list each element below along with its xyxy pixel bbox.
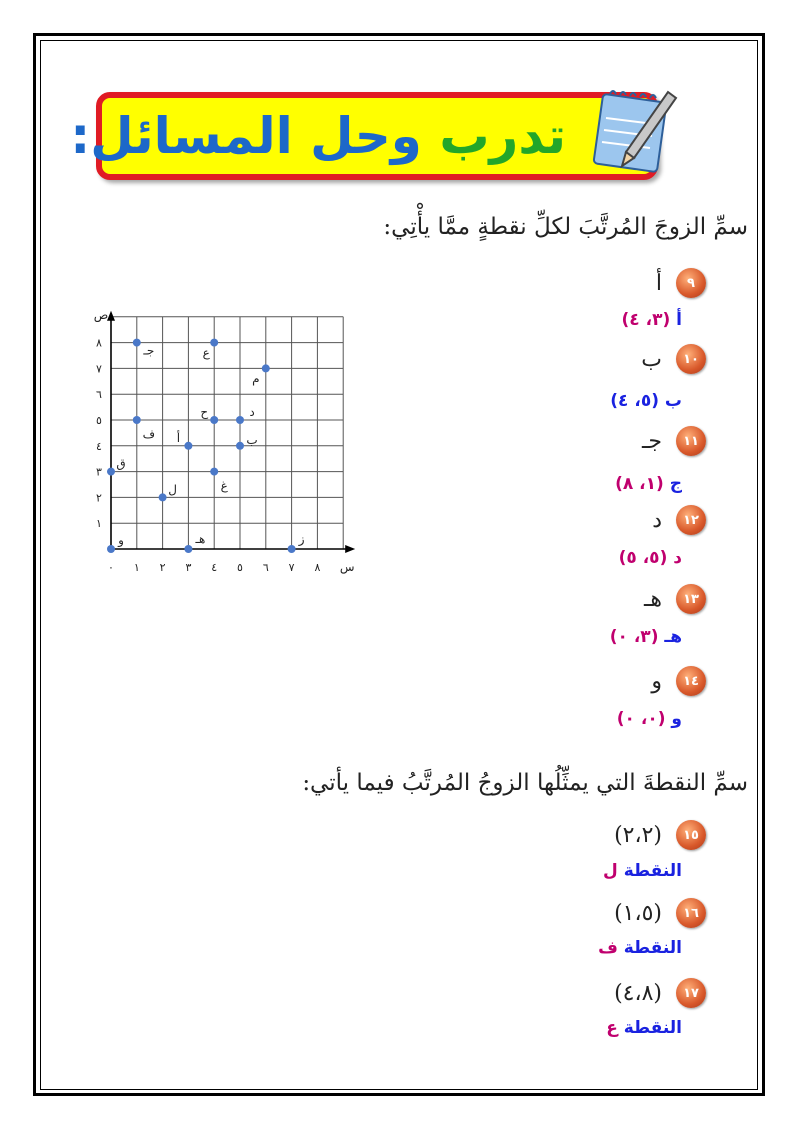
answer-13 — [610, 627, 682, 647]
answer-prefix: النقطة — [623, 1018, 682, 1038]
answer-17 — [606, 1018, 682, 1038]
question-label: هـ — [643, 586, 662, 612]
question-label: د — [652, 507, 662, 533]
answer-letter: أ — [676, 310, 682, 330]
question-14 — [651, 664, 706, 698]
point-label: ف — [142, 427, 156, 441]
x-tick-label: ٨ — [314, 561, 321, 574]
point-6-7 — [262, 364, 270, 372]
x-tick-label: ٣ — [185, 561, 192, 574]
point-7-0 — [288, 545, 296, 553]
point-label: د — [249, 405, 255, 419]
point-label: ل — [168, 482, 177, 497]
question-label: ب — [641, 346, 662, 372]
x-axis-label: س — [339, 560, 355, 574]
answer-15 — [603, 861, 682, 881]
question-number-badge: ١١ — [676, 426, 706, 456]
question-10 — [641, 342, 706, 376]
answer-letter: ل — [603, 861, 618, 881]
answer-16 — [598, 938, 682, 958]
question-13 — [644, 582, 706, 616]
point-5-5 — [236, 416, 244, 424]
x-tick-label: ٤ — [211, 561, 218, 574]
point-4-5 — [210, 416, 218, 424]
answer-10 — [610, 391, 682, 411]
point-label: ب — [246, 432, 258, 447]
answer-letter: ج — [669, 474, 682, 494]
y-tick-label: ١ — [96, 517, 102, 531]
point-label: ق — [116, 456, 126, 471]
coordinate-grid-chart — [85, 307, 365, 588]
answer-letter: د — [673, 548, 682, 568]
point-label: غ — [220, 478, 228, 493]
question-number-badge: ١٥ — [676, 820, 706, 850]
answer-letter: ع — [606, 1018, 618, 1038]
x-tick-label: ١ — [133, 561, 140, 574]
question-pair: (٤،٨) — [614, 980, 662, 1006]
y-tick-label: ٦ — [96, 388, 102, 402]
point-4-3 — [210, 468, 218, 476]
answer-letter: ف — [598, 938, 618, 958]
point-0-0 — [107, 545, 115, 553]
answer-pair: (٥، ٤) — [610, 391, 659, 411]
point-5-4 — [236, 442, 244, 450]
question-number-badge: ١٤ — [676, 666, 706, 696]
point-3-0 — [184, 545, 192, 553]
question-number-badge: ٩ — [676, 268, 706, 298]
point-3-4 — [184, 442, 192, 450]
answer-12 — [619, 548, 682, 568]
question-9 — [656, 266, 706, 300]
y-tick-label: ٢ — [96, 491, 102, 505]
answer-pair: (١، ٨) — [615, 474, 664, 494]
y-tick-label: ٧ — [96, 362, 102, 376]
answer-9 — [622, 310, 682, 330]
y-axis-label: ص — [93, 307, 109, 322]
point-0-3 — [107, 468, 115, 476]
question-17 — [614, 976, 706, 1010]
answer-14 — [617, 709, 682, 729]
point-label: ح — [200, 405, 209, 419]
question-number-badge: ١٠ — [676, 344, 706, 374]
y-tick-label: ٥ — [96, 414, 102, 427]
question-pair: (٢،٢) — [614, 822, 662, 848]
title-word-practice: تدرب — [439, 107, 566, 165]
point-label: ز — [298, 532, 305, 546]
question-pair: (١،٥) — [614, 900, 662, 926]
point-label: ع — [202, 345, 210, 360]
x-tick-label: ٥ — [237, 561, 243, 574]
point-1-5 — [133, 416, 141, 424]
point-label: و — [118, 533, 124, 547]
question-number-badge: ١٣ — [676, 584, 706, 614]
question-number-badge: ١٦ — [676, 898, 706, 928]
title-word-solve: وحل المسائل: — [70, 107, 422, 165]
section2-heading: سمِّ النقطةَ التي يمثِّلُها الزوجُ المُرتَّبُ فيما يأتي: — [302, 770, 748, 796]
question-label: و — [651, 668, 662, 694]
point-1-8 — [133, 339, 141, 347]
y-tick-label: ٣ — [96, 465, 102, 479]
x-tick-label: ٧ — [288, 561, 295, 574]
answer-prefix: النقطة — [623, 938, 682, 958]
question-label: جـ — [641, 428, 662, 454]
point-label: جـ — [143, 343, 155, 358]
answer-letter: و — [671, 709, 682, 729]
question-number-badge: ١٧ — [676, 978, 706, 1008]
notepad-pencil-icon — [590, 84, 680, 176]
answer-11 — [615, 474, 682, 494]
point-label: هـ — [195, 532, 206, 546]
answer-pair: (٥، ٥) — [618, 548, 668, 568]
answer-pair: (٠، ٠) — [616, 709, 666, 729]
x-tick-label: ٢ — [159, 561, 166, 574]
question-16 — [614, 896, 706, 930]
title-banner — [70, 92, 658, 180]
question-12 — [652, 503, 706, 537]
point-label: أ — [176, 430, 181, 445]
y-tick-label: ٤ — [96, 439, 102, 453]
answer-letter: ب — [664, 391, 682, 411]
answer-pair: (٣، ٤) — [621, 310, 671, 330]
answer-pair: (٣، ٠) — [609, 627, 659, 647]
y-tick-label: ٨ — [96, 336, 102, 350]
question-11 — [642, 424, 706, 458]
x-axis-arrow-icon — [345, 545, 355, 553]
x-tick-label: ٦ — [262, 561, 269, 574]
point-label: م — [252, 371, 260, 386]
x-tick-label: ٠ — [108, 561, 114, 574]
question-label: أ — [655, 270, 662, 296]
question-15 — [614, 818, 706, 852]
point-2-2 — [159, 493, 167, 501]
answer-letter: هـ — [664, 627, 682, 647]
section1-heading: سمِّ الزوجَ المُرتَّبَ لكلِّ نقطةٍ ممَّا يأْتِي: — [383, 214, 748, 240]
question-number-badge: ١٢ — [676, 505, 706, 535]
page-title — [70, 102, 566, 170]
point-4-8 — [210, 339, 218, 347]
answer-prefix: النقطة — [623, 861, 682, 881]
